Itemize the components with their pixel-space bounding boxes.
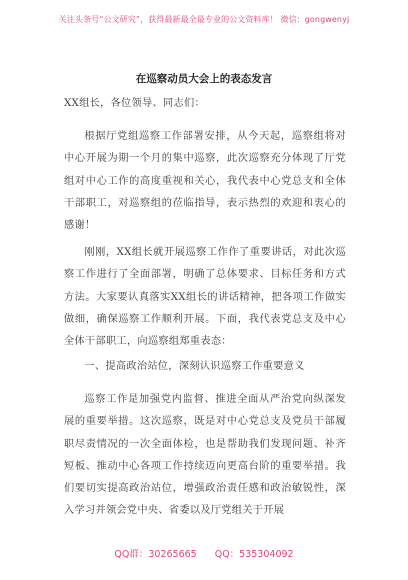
footer-contact (0, 546, 408, 560)
salutation: XX组长，各位领导、同志们： (64, 98, 205, 109)
paragraph-3: 巡察工作是加强党内监督、推进全面从严治党向纵深发展的重要举措。这次巡察，既是对中心党总支及党员干部履职尽责情况的一次全面体检，也是帮助我们发现问题、补齐短板、推动中心各项工作持续迈向更高台阶的重要举措。我们要切实提高政治站位，增强政治责任感和政治敏锐性，深入学习并领会党中央、省委以及厅党组关于开展 (64, 394, 346, 517)
document-title: 在巡察动员大会上的表态发言 (135, 73, 273, 85)
section-heading: 一、提高政治站位，深刻认识巡察工作重要意义 (84, 361, 305, 372)
footer-qq-group: QQ群：30265665 (114, 549, 197, 560)
paragraph-2: 刚刚，XX组长就开展巡察工作作了重要讲话，对此次巡察工作进行了全面部署，明确了总体要求、目标任务和方式方法。大家要认真落实XX组长的讲话精神，把各项工作做实做细，确保巡察工作顺利开展。下面，我代表党总支及中心全体干部职工，向巡察组郑重表态： (64, 247, 346, 348)
paragraph-1: 根据厅党组巡察工作部署安排，从今天起，巡察组将对中心开展为期一个月的集中巡察，此次巡察充分体现了厅党组对中心工作的高度重视和关心，我代表中心党总支和全体干部职工，对巡察组的莅临指导，表示热烈的欢迎和衷心的感谢！ (64, 131, 346, 232)
header-note: 关注头条号“公文研究”，获得最新最全最专业的公文资料库！ 微信：gongwenyj (58, 15, 350, 24)
footer-qq: QQ：535304092 (214, 549, 294, 560)
